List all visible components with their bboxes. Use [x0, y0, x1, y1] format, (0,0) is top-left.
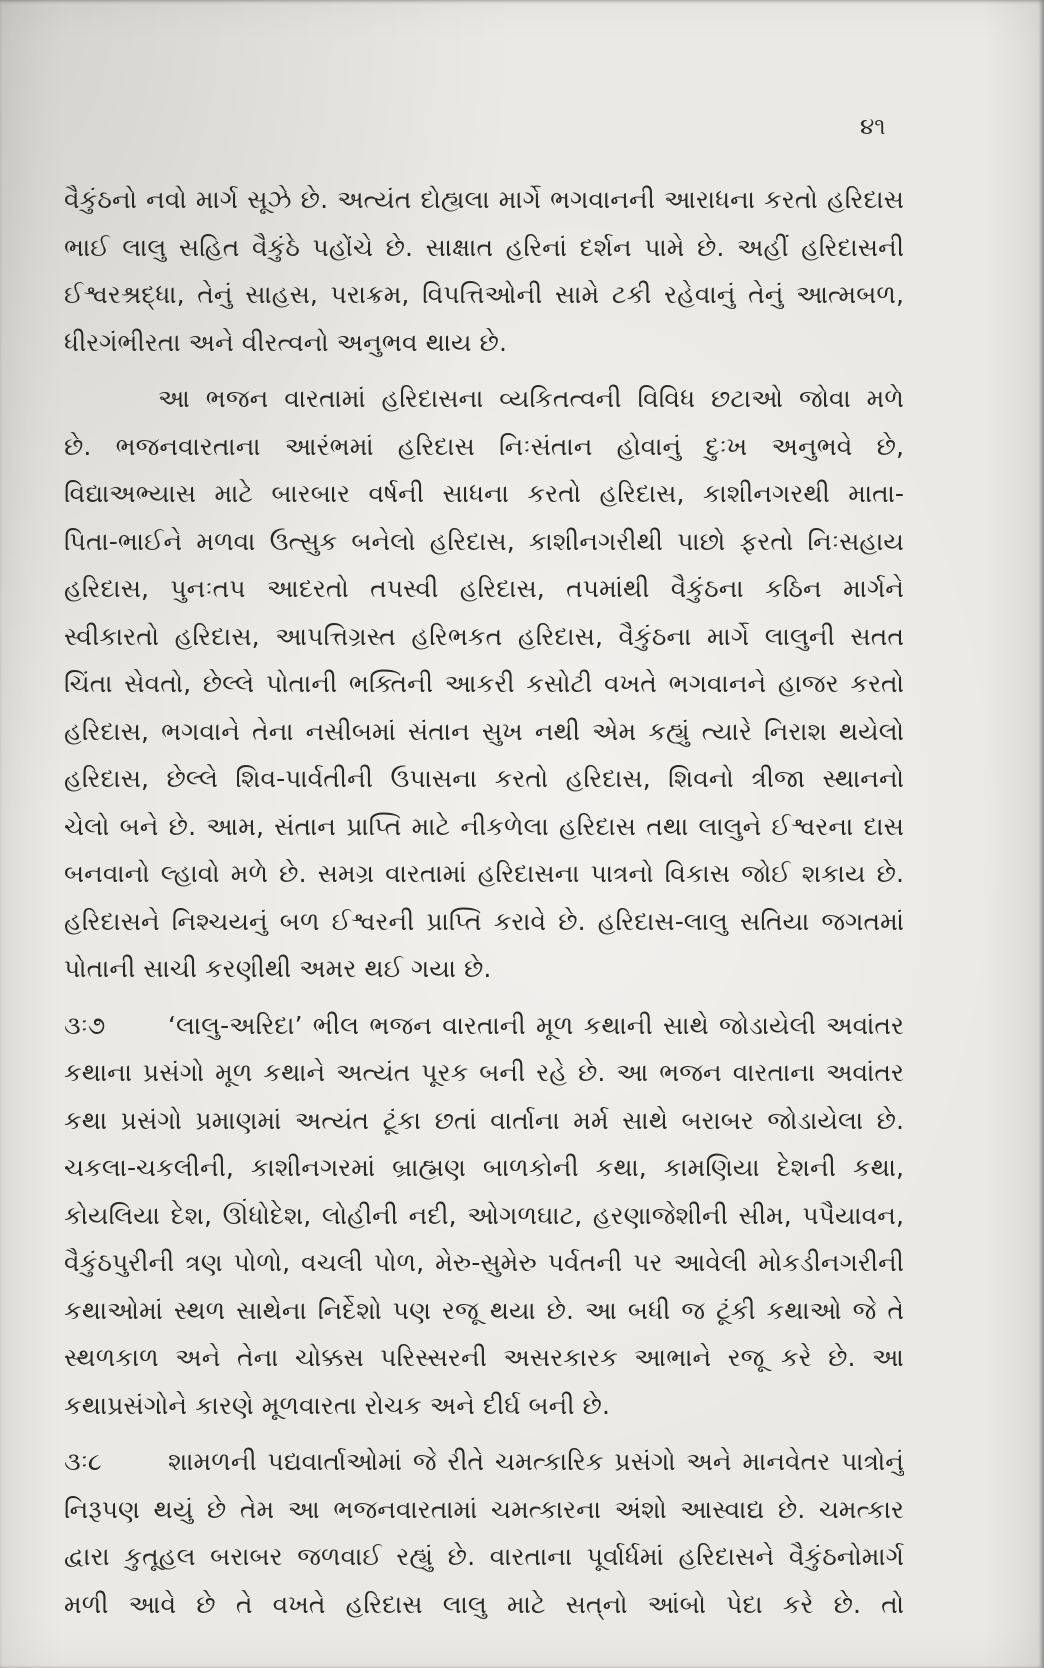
paragraph-line: [64, 1287, 904, 1335]
paragraph-line: [64, 1334, 904, 1382]
paragraph-line: [64, 224, 904, 272]
line-text: બનવાનો લ્હાવો મળે છે. સમગ્ર વારતામાં હરિદાસના પાત્રનો વિકાસ જોઈ શકાય છે.: [64, 859, 904, 888]
paragraph-line: [64, 271, 904, 319]
line-text: દ્વારા કુતૂહલ બરાબર જળવાઈ રહ્યું છે. વારતાના પૂર્વાર્ધમાં હરિદાસને વૈકુંઠનોમાર્ગ: [64, 1542, 904, 1571]
line-text: હરિદાસ, ભગવાને તેના નસીબમાં સંતાન સુખ નથી એમ કહ્યું ત્યારે નિરાશ થયેલો: [64, 716, 904, 746]
line-text: કથાના પ્રસંગો મૂળ કથાને અત્યંત પૂરક બની રહે છે. આ ભજન વારતાના અવાંતર: [64, 1058, 904, 1087]
paragraph-line: [64, 375, 904, 423]
line-text: વૈકુંઠનો નવો માર્ગ સૂઝે છે. અત્યંત દોહ્યલા માર્ગે ભગવાનની આરાધના કરતો હરિદાસ: [64, 185, 904, 214]
line-text: વિદ્યાઅભ્યાસ માટે બારબાર વર્ષની સાધના કરતો હરિદાસ, કાશીનગરથી માતા-: [64, 479, 904, 508]
line-text: મળી આવે છે તે વખતે હરિદાસ લાલુ માટે સત્‌નો આંબો પેદા કરે છે. તો: [64, 1589, 904, 1619]
line-text: ચિંતા સેવતો, છેલ્લે પોતાની ભક્તિની આકરી કસોટી વખતે ભગવાનને હાજર કરતો: [64, 669, 904, 698]
section-number: ૩ઃ૭: [64, 1010, 106, 1040]
paragraph-2: [64, 375, 904, 993]
line-text: કોયલિયા દેશ, ઊંધોદેશ, લોહીની નદી, ઓગળઘાટ, હરણાજેશીની સીમ, પપૈયાવન,: [64, 1200, 904, 1230]
paragraph-line: [64, 319, 904, 367]
line-text: પિતા-ભાઈને મળવા ઉત્સુક બનેલો હરિદાસ, કાશીનગરીથી પાછો ફરતો નિઃસહાય: [64, 526, 904, 556]
paragraph-line: [64, 1192, 904, 1240]
line-text: કથા પ્રસંગો પ્રમાણમાં અત્યંત ટૂંકા છતાં વાર્તાના મર્મ સાથે બરાબર જોડાયેલા છે.: [64, 1105, 904, 1135]
line-text: ‘લાલુ-અરિદા’ ભીલ ભજન વારતાની મૂળ કથાની સાથે જોડાયેલી અવાંતર: [168, 1010, 904, 1040]
paragraph-line: [64, 1486, 904, 1534]
line-text: હરિદાસ, પુનઃતપ આદરતો તપસ્વી હરિદાસ, તપમાંથી વૈકુંઠના કઠિન માર્ગને: [64, 574, 904, 603]
line-text: કથાઓમાં સ્થળ સાથેના નિર્દેશો પણ રજૂ થયા છે. આ બધી જ ટૂંકી કથાઓ જે તે: [64, 1295, 904, 1325]
paragraph-line: [64, 755, 904, 803]
line-text: વૈકુંઠપુરીની ત્રણ પોળો, વચલી પોળ, મેરુ-સુમેરુ પર્વતની પર આવેલી મોકડીનગરીની: [64, 1248, 904, 1277]
line-text: આ ભજન વારતામાં હરિદાસના વ્યકિતત્વની વિવિધ છટાઓ જોવા મળે: [158, 384, 904, 413]
paragraph-line: [64, 518, 904, 566]
body-text: [64, 176, 904, 1628]
line-text: શામળની પદ્યવાર્તાઓમાં જે રીતે ચમત્કારિક પ્રસંગો અને માનવેતર પાત્રોનું: [168, 1447, 904, 1476]
paragraph-line: [64, 1002, 904, 1050]
paragraph-1: [64, 176, 904, 366]
line-text: કથાપ્રસંગોને કારણે મૂળવારતા રોચક અને દીર્ઘ બની છે.: [64, 1390, 610, 1420]
line-text: છે. ભજનવારતાના આરંભમાં હરિદાસ નિઃસંતાન હોવાનું દુઃખ અનુભવે છે,: [64, 431, 904, 461]
paragraph-line: [64, 1382, 904, 1430]
line-text: ચકલા-ચકલીની, કાશીનગરમાં બ્રાહ્મણ બાળકોની કથા, કામણિયા દેશની કથા,: [64, 1153, 904, 1182]
paragraph-line: [64, 850, 904, 898]
line-text: સ્વીકારતો હરિદાસ, આપત્તિગ્રસ્ત હરિભકત હરિદાસ, વૈકુંઠના માર્ગે લાલુની સતત: [64, 621, 904, 651]
paragraph-line: [64, 803, 904, 851]
line-text: હરિદાસ, છેલ્લે શિવ-પાર્વતીની ઉપાસના કરતો હરિદાસ, શિવનો ત્રીજા સ્થાનનો: [64, 764, 904, 793]
page-number: ૪૧: [860, 114, 886, 140]
paragraph-line: [64, 1438, 904, 1486]
line-text: ઈશ્વરશ્રદ્ધા, તેનું સાહસ, પરાક્રમ, વિપત્તિઓની સામે ટકી રહેવાનું તેનું આત્મબળ,: [64, 280, 904, 309]
section-3-7: [64, 1002, 904, 1430]
paragraph-line: [64, 660, 904, 708]
paragraph-line: [64, 1144, 904, 1192]
paragraph-line: [64, 1239, 904, 1287]
paragraph-line: [64, 708, 904, 756]
section-3-8: [64, 1438, 904, 1628]
paragraph-line: [64, 613, 904, 661]
paragraph-line: [64, 176, 904, 224]
line-text: ધીરગંભીરતા અને વીરત્વનો અનુભવ થાય છે.: [64, 327, 507, 357]
line-text: પોતાની સાચી કરણીથી અમર થઈ ગયા છે.: [64, 954, 492, 983]
line-text: ચેલો બને છે. આમ, સંતાન પ્રાપ્તિ માટે નીકળેલા હરિદાસ તથા લાલુને ઈશ્વરના દાસ: [64, 811, 904, 841]
section-number: ૩ઃ૮: [64, 1447, 102, 1476]
paragraph-line: [64, 1533, 904, 1581]
line-text: સ્થળકાળ અને તેના ચોક્કસ પરિસ્સરની અસરકારક આભાને રજૂ કરે છે. આ: [64, 1343, 904, 1372]
paragraph-line: [64, 1097, 904, 1145]
paragraph-line: [64, 945, 904, 993]
paragraph-line: [64, 423, 904, 471]
line-text: નિરૂપણ થયું છે તેમ આ ભજનવારતામાં ચમત્કારના અંશો આસ્વાદ્ય છે. ચમત્કાર: [64, 1494, 904, 1524]
line-text: હરિદાસને નિશ્ચયનું બળ ઈશ્વરની પ્રાપ્તિ કરાવે છે. હરિદાસ-લાલુ સતિયા જગતમાં: [64, 906, 904, 936]
line-text: ભાઈ લાલુ સહિત વૈકુંઠે પહોંચે છે. સાક્ષાત હરિનાં દર્શન પામે છે. અહીં હરિદાસની: [64, 232, 904, 262]
paragraph-line: [64, 1049, 904, 1097]
paragraph-line: [64, 898, 904, 946]
paragraph-line: [64, 470, 904, 518]
paragraph-line: [64, 1581, 904, 1629]
paragraph-line: [64, 565, 904, 613]
